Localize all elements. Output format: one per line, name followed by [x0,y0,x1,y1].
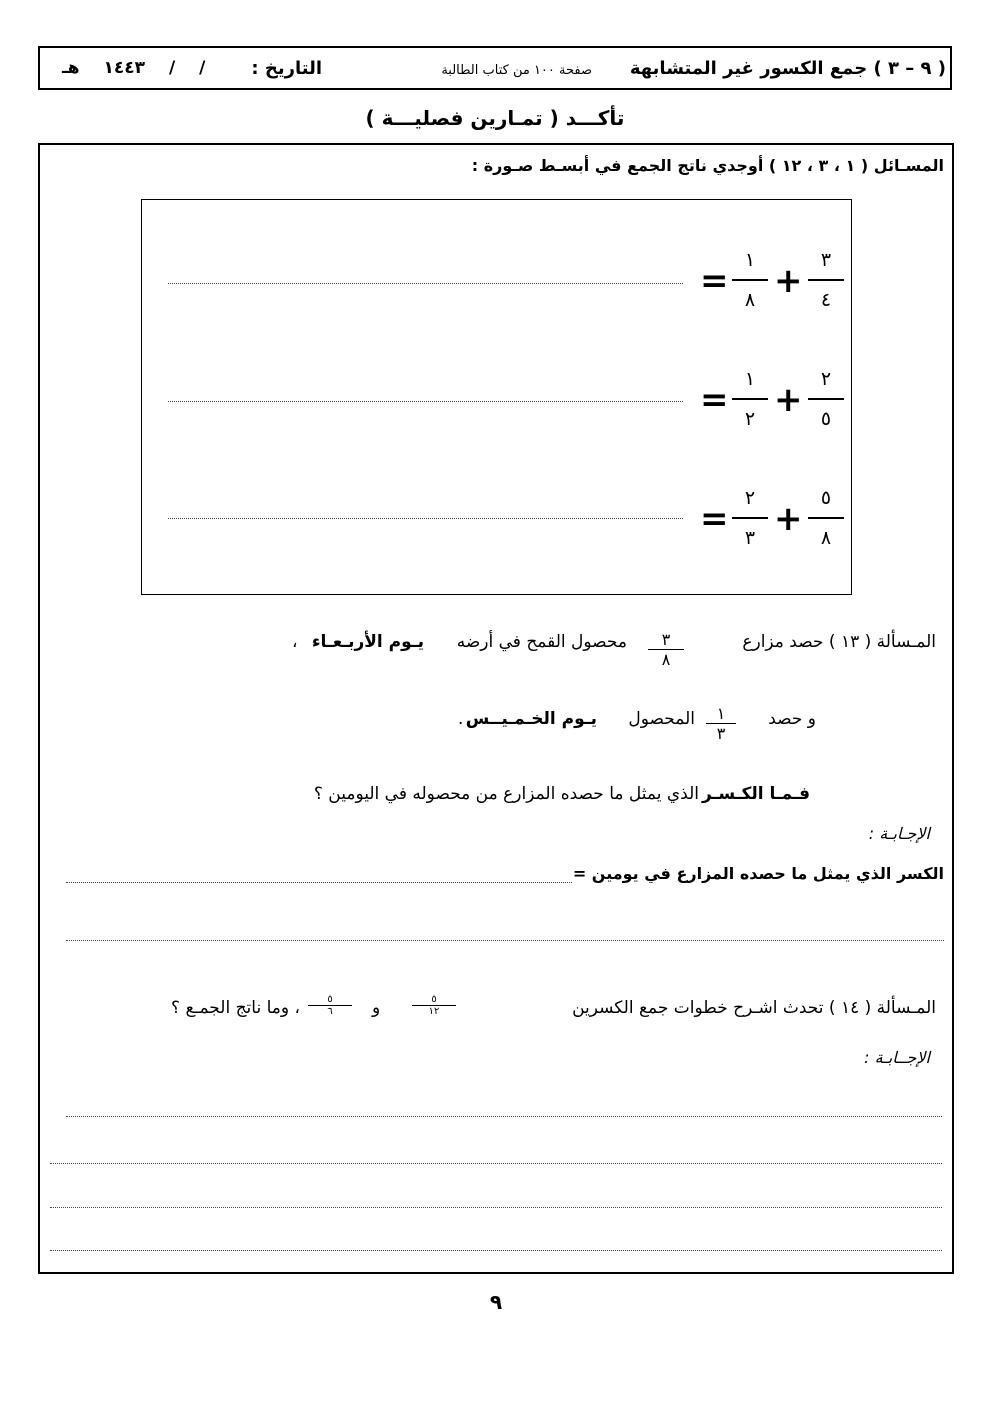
q13-fraction-1 [648,630,684,669]
q13-question-rest: الذي يمثل ما حصده المزارع من محصوله في اليومين ؟ [313,784,699,804]
q1-prompt: المسـائل ( ١ ، ٣ ، ١٢ ) أوجدي ناتج الجمع في أبسـط صـورة : [471,156,944,175]
answer-line[interactable] [168,283,683,284]
q14-answer-label: الإجــابـة : [864,1048,930,1067]
answer-line[interactable] [168,401,683,402]
q14-text-end: ، وما ناتج الجمـع ؟ [171,998,300,1018]
denominator: ٤ [820,289,832,311]
equals-sign: = [700,261,729,301]
numerator: ١ [744,368,756,390]
q13-answer-line-label: الكسر الذي يمثل ما حصده المزارع في يومين = [572,864,944,883]
answer-line[interactable] [50,1207,942,1208]
numerator: ٢ [744,487,756,509]
fraction-bar [808,517,844,519]
q14-and: و [372,998,381,1018]
answer-line[interactable] [168,518,683,519]
section-title: تأكـــد ( تمـارين فصليـــة ) [365,106,625,130]
q13-thursday: يـوم الخـمـيــس [465,709,597,729]
answer-line[interactable] [66,940,944,941]
plus-sign: + [774,261,803,301]
q13-question-bold: فـمـا الكـسـر [701,784,810,804]
q13-line2-mid: المحصول [628,709,695,729]
q14-fraction-1 [412,994,456,1017]
answer-line[interactable] [66,882,572,883]
plus-sign: + [774,380,803,420]
numerator: ٥ [431,994,437,1005]
fraction-bar [732,398,768,400]
numerator: ٣ [661,630,671,649]
numerator: ٥ [327,994,333,1005]
denominator: ١٢ [428,1006,440,1017]
numerator: ٢ [820,368,832,390]
denominator: ٨ [661,650,671,669]
q13-line2-start: و حصد [768,709,816,729]
denominator: ٦ [327,1006,333,1017]
answer-line[interactable] [66,1116,942,1117]
page-number: ٩ [489,1290,503,1314]
denominator: ٨ [820,527,832,549]
q13-fraction-2 [706,704,736,743]
q13-comma: ، [292,632,298,652]
denominator: ٥ [820,408,832,430]
numerator: ٣ [820,249,832,271]
page-reference: صفحة ١٠٠ من كتاب الطالبة [441,63,592,78]
denominator: ٣ [716,724,726,743]
denominator: ٨ [744,289,756,311]
q13-answer-label: الإجـابـة : [868,824,930,843]
equals-sign: = [700,499,729,539]
date-label: التاريخ : [251,58,322,79]
fraction-bar [808,398,844,400]
numerator: ٥ [820,487,832,509]
denominator: ٣ [744,527,756,549]
q13-period: . [458,709,464,729]
answer-line[interactable] [50,1250,942,1251]
q14-text-start: المـسألة ( ١٤ ) تحدث اشـرح خطوات جمع الكسرين [572,998,936,1018]
q14-fraction-2 [308,994,352,1017]
plus-sign: + [774,499,803,539]
q13-line1-start: المـسألة ( ١٣ ) حصد مزارع [742,632,936,652]
answer-line[interactable] [50,1163,942,1164]
numerator: ١ [744,249,756,271]
fraction-bar [732,279,768,281]
q13-line1-mid: محصول القمح في أرضه [456,632,627,652]
denominator: ٢ [744,408,756,430]
numerator: ١ [716,704,726,723]
lesson-title: ( ٩ – ٣ ) جمع الكسور غير المتشابهة [629,58,946,79]
date-value: / / ١٤٤٣ هـ [62,58,206,78]
q13-wednesday: يـوم الأربـعـاء [311,632,424,652]
equals-sign: = [700,380,729,420]
fraction-bar [732,517,768,519]
fraction-bar [808,279,844,281]
